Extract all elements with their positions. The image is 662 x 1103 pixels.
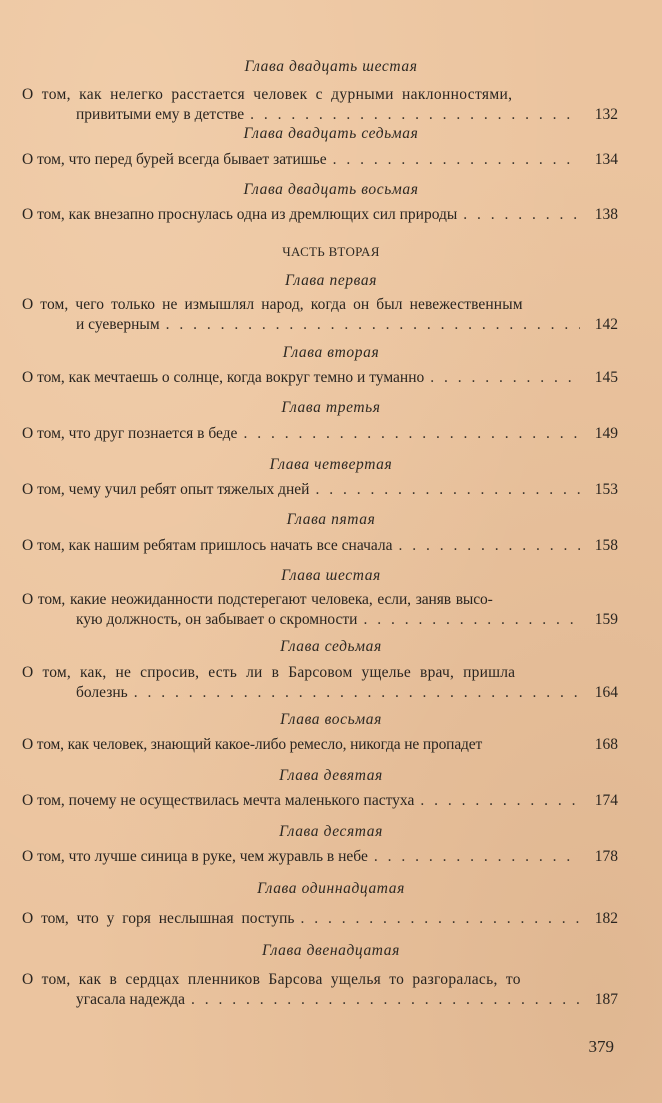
toc-entry-line <box>22 735 618 755</box>
toc-entry-line <box>22 536 618 556</box>
dot-leader <box>430 368 580 388</box>
dot-leader <box>399 536 580 556</box>
part-title: ЧАСТЬ ВТОРАЯ <box>282 244 380 259</box>
dot-leader <box>363 610 580 630</box>
toc-entry <box>22 295 618 335</box>
toc-entry-text: О том, что у горя неслышная поступь <box>22 910 295 927</box>
dot-leader <box>243 424 580 444</box>
toc-entry-line <box>22 683 618 703</box>
toc-entry-line <box>22 791 618 811</box>
chapter-heading: Глава третья <box>281 399 381 416</box>
toc-entry-line <box>22 205 618 225</box>
toc-page-number: 168 <box>594 736 618 753</box>
toc-entry <box>22 536 618 556</box>
toc-page-number: 182 <box>594 910 618 927</box>
toc-entry-line <box>22 105 618 125</box>
toc-entry-line <box>22 424 618 444</box>
toc-entry-text: кую должность, он забывает о скромности <box>76 611 358 628</box>
chapter-heading: Глава двадцать шестая <box>244 58 418 75</box>
chapter-heading: Глава пятая <box>286 511 376 528</box>
chapter-heading: Глава вторая <box>282 344 380 361</box>
toc-page-number: 132 <box>594 106 618 123</box>
toc-entry <box>22 424 618 444</box>
dot-leader <box>420 791 580 811</box>
toc-entry-line <box>22 480 618 500</box>
toc-entry <box>22 205 618 225</box>
dot-leader <box>300 909 580 929</box>
toc-page-number: 164 <box>594 684 618 701</box>
toc-entry <box>22 150 618 170</box>
toc-entry-text: О том, что друг познается в беде <box>22 425 238 442</box>
dot-leader <box>333 150 580 170</box>
chapter-heading: Глава одиннадцатая <box>257 880 405 897</box>
toc-page-number: 142 <box>594 316 618 333</box>
toc-page-number: 159 <box>594 611 618 628</box>
toc-entry-line <box>22 990 618 1010</box>
toc-entry <box>22 909 618 929</box>
chapter-heading: Глава двадцать седьмая <box>243 125 419 142</box>
toc-entry-line <box>22 970 618 990</box>
toc-page-number: 158 <box>594 537 618 554</box>
toc-page-number: 178 <box>594 848 618 865</box>
chapter-heading: Глава десятая <box>279 823 383 840</box>
toc-page-number: 145 <box>594 369 618 386</box>
toc-entry-line <box>22 315 618 335</box>
chapter-heading: Глава восьмая <box>280 711 382 728</box>
toc-entry <box>22 735 618 755</box>
toc-entry-line <box>22 368 618 388</box>
chapter-heading: Глава первая <box>284 272 378 289</box>
toc-entry-text: О том, какие неожиданности подстерегают человека, если, заняв высо- <box>22 591 493 608</box>
toc-entry <box>22 970 618 1010</box>
toc-entry-text: болезнь <box>76 684 128 701</box>
toc-page-number: 187 <box>594 991 618 1008</box>
toc-entry-line <box>22 663 618 683</box>
toc-entry-text: и суеверным <box>76 316 160 333</box>
toc-entry-line <box>22 85 618 105</box>
toc-entry-line <box>22 150 618 170</box>
toc-page-number: 153 <box>594 481 618 498</box>
chapter-heading: Глава девятая <box>279 767 383 784</box>
chapter-heading: Глава шестая <box>281 567 381 584</box>
toc-entry-text: привитыми ему в детстве <box>76 106 245 123</box>
toc-entry-text: О том, как внезапно проснулась одна из дремлющих сил природы <box>22 206 458 223</box>
toc-entry-text: О том, как в сердцах пленников Барсова ущелья то разгоралась, то <box>22 971 521 988</box>
dot-leader <box>315 480 580 500</box>
toc-entry-text: О том, как, не спросив, есть ли в Барсовом ущелье врач, пришла <box>22 664 516 681</box>
toc-page-number: 149 <box>594 425 618 442</box>
toc-entry-text: О том, чему учил ребят опыт тяжелых дней <box>22 481 310 498</box>
toc-entry-text: угасала надежда <box>76 991 185 1008</box>
dot-leader <box>250 105 580 125</box>
toc-entry-line <box>22 610 618 630</box>
toc-entry <box>22 590 618 630</box>
toc-entry <box>22 663 618 703</box>
chapter-heading: Глава четвертая <box>269 456 393 473</box>
toc-entry-line <box>22 909 618 929</box>
toc-entry <box>22 847 618 867</box>
chapter-heading: Глава двадцать восьмая <box>243 181 419 198</box>
toc-entry-text: О том, что перед бурей всегда бывает затишье <box>22 151 327 168</box>
dot-leader <box>191 990 580 1010</box>
toc-entry <box>22 480 618 500</box>
toc-page-number: 174 <box>594 792 618 809</box>
toc-entry-text: О том, как нашим ребятам пришлось начать все сначала <box>22 537 393 554</box>
toc-entry-text: О том, как нелегко расстается человек с дурными наклонностями, <box>22 86 513 103</box>
toc-entry-line <box>22 847 618 867</box>
chapter-heading: Глава двенадцатая <box>262 942 400 959</box>
toc-entry <box>22 791 618 811</box>
toc-page-number: 138 <box>594 206 618 223</box>
dot-leader <box>374 847 580 867</box>
toc-entry-line <box>22 295 618 315</box>
toc-page-number: 134 <box>594 151 618 168</box>
chapter-heading: Глава седьмая <box>280 638 382 655</box>
page-folio-number: 379 <box>588 1037 614 1056</box>
toc-entry-line <box>22 590 618 610</box>
toc-entry-text: О том, что лучше синица в руке, чем журавль в небе <box>22 848 368 865</box>
toc-entry <box>22 368 618 388</box>
dot-leader <box>463 205 580 225</box>
toc-entry-text: О том, как человек, знающий какое-либо ремесло, никогда не пропадет <box>22 736 483 753</box>
toc-entry-text: О том, как мечтаешь о солнце, когда вокруг темно и туманно <box>22 369 425 386</box>
toc-entry-text: О том, почему не осуществилась мечта маленького пастуха <box>22 792 415 809</box>
toc-entry-text: О том, чего только не измышлял народ, когда он был невежественным <box>22 296 523 313</box>
dot-leader <box>134 683 580 703</box>
dot-leader <box>166 315 580 335</box>
toc-entry <box>22 85 618 125</box>
